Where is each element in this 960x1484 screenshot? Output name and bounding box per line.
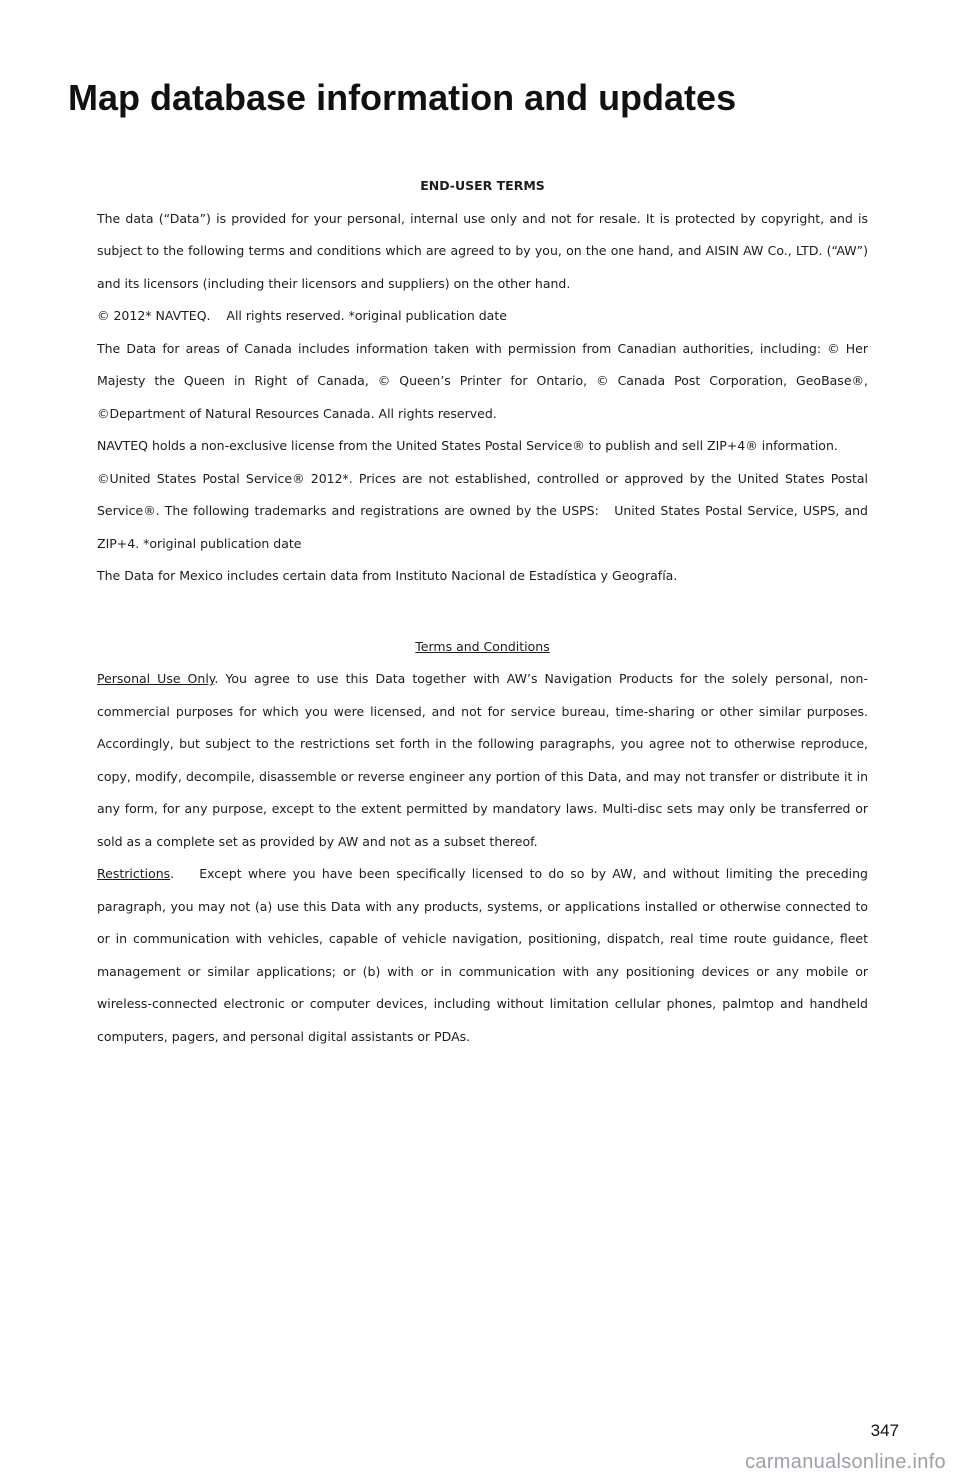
data-provision-paragraph: The data (“Data”) is provided for your personal, internal use only and not for resale. It is protected by copyright, and is subject to the following terms and conditions which are agreed to by you, on the one hand, and AISIN AW Co., LTD. (“AW”) and its licensors (including their licensors and suppliers) on the other hand. <box>97 210 868 291</box>
restrictions-paragraph <box>97 858 868 1053</box>
personal-use-text: . You agree to use this Data together with AW’s Navigation Products for the solely personal, non-commercial purposes for which you were licensed, and not for service bureau, time-sharing or other similar purposes. Accordingly, but subject to the restrictions set forth in the following paragraphs, you agree not to otherwise reproduce, copy, modify, decompile, disassemble or reverse engineer any portion of this Data, and may not transfer or distribute it in any form, for any purpose, except to the extent permitted by mandatory laws. Multi-disc sets may only be transferred or sold as a complete set as provided by AW and not as a subset thereof. <box>97 671 868 849</box>
document-body <box>97 170 868 1053</box>
page-title: Map database information and updates <box>68 77 737 118</box>
personal-use-paragraph <box>97 663 868 858</box>
zip4-license-paragraph: NAVTEQ holds a non-exclusive license from the United States Postal Service® to publish and sell ZIP+4® information. <box>97 438 838 453</box>
section-spacer <box>97 593 868 631</box>
personal-use-label: Personal Use Only <box>97 671 215 686</box>
restrictions-label: Restrictions <box>97 866 171 881</box>
terms-and-conditions-heading: Terms and Conditions <box>415 638 550 654</box>
watermark: carmanualsonline.info <box>745 1451 946 1473</box>
restrictions-text: . Except where you have been specifically licensed to do so by AW, and without limiting the preceding paragraph, you may not (a) use this Data with any products, systems, or applications installed or otherwise connected to or in communication with vehicles, capable of vehicle navigation, positioning, dispatch, real time route guidance, fleet management or similar applications; or (b) with or in communication with any positioning devices or any mobile or wireless-connected electronic or computer devices, including without limitation cellular phones, palmtop and handheld computers, pagers, and personal digital assistants or PDAs. <box>97 866 868 1044</box>
mexico-data-paragraph: The Data for Mexico includes certain data from Instituto Nacional de Estadística y Geografía. <box>97 568 678 583</box>
canada-data-paragraph: The Data for areas of Canada includes information taken with permission from Canadian authorities, including: © Her Majesty the Queen in Right of Canada, © Queen’s Printer for Ontario, © Canada Post Corporation, GeoBase®, ©Department of Natural Resources Canada. All rights reserved. <box>97 340 868 421</box>
page-number: 347 <box>870 1421 899 1440</box>
end-user-terms-heading: END-USER TERMS <box>420 178 545 193</box>
navteq-copyright-paragraph: © 2012* NAVTEQ. All rights reserved. *original publication date <box>97 308 507 323</box>
usps-copyright-paragraph: ©United States Postal Service® 2012*. Prices are not established, controlled or approved by the United States Postal Service®. The following trademarks and registrations are owned by the USPS: United States Postal Service, USPS, and ZIP+4. *original publication date <box>97 470 868 551</box>
